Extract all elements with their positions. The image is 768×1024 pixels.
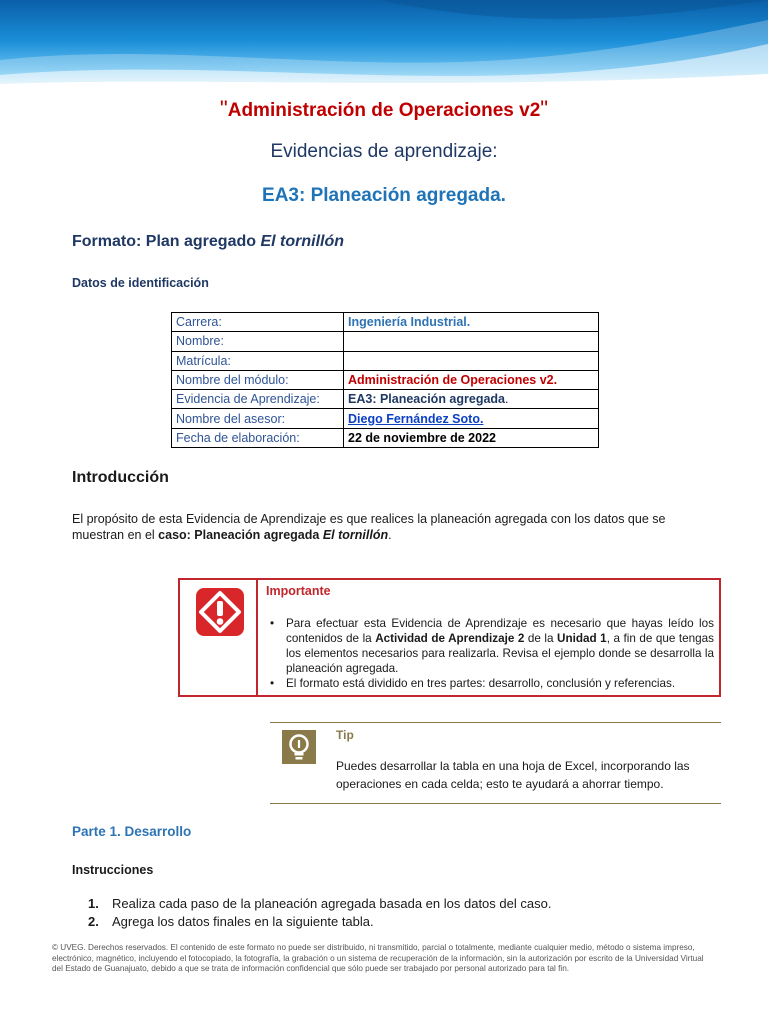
table-row xyxy=(172,351,599,370)
intro-text: El propósito de esta Evidencia de Aprendizaje es que realices la planeación agregada con los datos que se muestran en el xyxy=(72,512,666,542)
intro-paragraph xyxy=(72,511,712,543)
tip-title: Tip xyxy=(336,728,354,742)
intro-end: . xyxy=(388,528,392,542)
document-title xyxy=(0,96,768,122)
module-value: Administración de Operaciones v2. xyxy=(344,370,599,389)
format-case-name: El tornillón xyxy=(260,233,345,250)
identification-table xyxy=(171,312,599,448)
warning-icon xyxy=(196,588,244,636)
list-item: • El formato está dividido en tres partes: desarrollo, conclusión y referencias. xyxy=(266,676,714,691)
important-box xyxy=(178,578,721,697)
document-subtitle: Evidencias de aprendizaje: xyxy=(270,141,498,162)
instructions-list xyxy=(88,895,551,931)
step-number: 1. xyxy=(88,896,99,911)
enrollment-field[interactable] xyxy=(344,351,599,370)
format-prefix: Formato: Plan agregado xyxy=(72,233,261,250)
list-item xyxy=(88,913,551,931)
banner-waves xyxy=(0,0,768,90)
row-label: Matrícula: xyxy=(172,351,344,370)
row-label: Fecha de elaboración: xyxy=(172,428,344,447)
important-title: Importante xyxy=(266,584,331,598)
list-item xyxy=(266,616,714,676)
evidence-suffix: . xyxy=(505,392,509,407)
title-text: Administración de Operaciones v2 xyxy=(227,100,541,121)
lightbulb-icon xyxy=(282,730,316,764)
step-text: Realiza cada paso de la planeación agregada basada en los datos del caso. xyxy=(112,896,552,911)
row-label: Nombre del módulo: xyxy=(172,370,344,389)
row-label: Nombre del asesor: xyxy=(172,409,344,428)
copyright-footer: © UVEG. Derechos reservados. El contenido de este formato no puede ser distribuido, ni transmitido, parcial o totalmente, mediante cualquier medio, método o sistema impreso, electrónico, magnético, incluyendo el fotocopiado, la fotografía, la grabación o un sistema de recuperación de la información, sin la autorización por escrito de la Universidad Virtual del Estado de Guanajuato, debido a que se trata de información confidencial que sólo puede ser trabajado por personal autorizado para tal fin. xyxy=(52,943,704,973)
evidence-name: EA3: Planeación agregada xyxy=(348,392,506,407)
table-row xyxy=(172,409,599,428)
important-list xyxy=(266,616,714,691)
advisor-link[interactable]: Diego Fernández Soto. xyxy=(348,411,484,426)
row-label: Nombre: xyxy=(172,332,344,351)
evidence-value xyxy=(344,390,599,409)
table-row xyxy=(172,428,599,447)
important-unit: Unidad 1 xyxy=(557,632,607,645)
tip-divider-top xyxy=(270,722,721,723)
activity-title: EA3: Planeación agregada. xyxy=(262,185,506,206)
row-label: Evidencia de Aprendizaje: xyxy=(172,390,344,409)
format-heading xyxy=(72,233,344,251)
intro-case-name: El tornillón xyxy=(322,528,389,542)
title-quote-close: " xyxy=(540,96,549,121)
date-value: 22 de noviembre de 2022 xyxy=(344,428,599,447)
name-field[interactable] xyxy=(344,332,599,351)
important-activity: Actividad de Aprendizaje 2 xyxy=(375,632,525,645)
list-item xyxy=(88,895,551,913)
step-number: 2. xyxy=(88,914,99,929)
important-text: Para efectuar esta Evidencia de Aprendizaje es necesario que hayas leído los contenidos de la xyxy=(286,617,714,645)
important-text: , a fin de que tengas los elementos necesarios para realizarla. Revisa el ejemplo donde se desarrolla la planeación agregada. xyxy=(286,632,715,675)
important-icon-cell xyxy=(180,580,258,695)
part1-heading: Parte 1. Desarrollo xyxy=(72,824,192,839)
advisor-value xyxy=(344,409,599,428)
table-row xyxy=(172,332,599,351)
tip-divider-bottom xyxy=(270,803,721,804)
identification-heading: Datos de identificación xyxy=(72,276,209,290)
table-row xyxy=(172,313,599,332)
step-text: Agrega los datos finales en la siguiente tabla. xyxy=(112,914,374,929)
intro-case-label: caso: Planeación agregada xyxy=(158,528,323,542)
career-value: Ingeniería Industrial. xyxy=(344,313,599,332)
title-quote-open: " xyxy=(219,96,228,121)
instructions-heading: Instrucciones xyxy=(72,863,154,877)
important-text: de la xyxy=(524,632,558,645)
row-label: Carrera: xyxy=(172,313,344,332)
intro-heading: Introducción xyxy=(72,469,169,486)
header-banner xyxy=(0,0,768,90)
table-row xyxy=(172,390,599,409)
table-row xyxy=(172,370,599,389)
tip-text: Puedes desarrollar la tabla en una hoja de Excel, incorporando las operaciones en cada celda; esto te ayudará a ahorrar tiempo. xyxy=(336,759,690,791)
